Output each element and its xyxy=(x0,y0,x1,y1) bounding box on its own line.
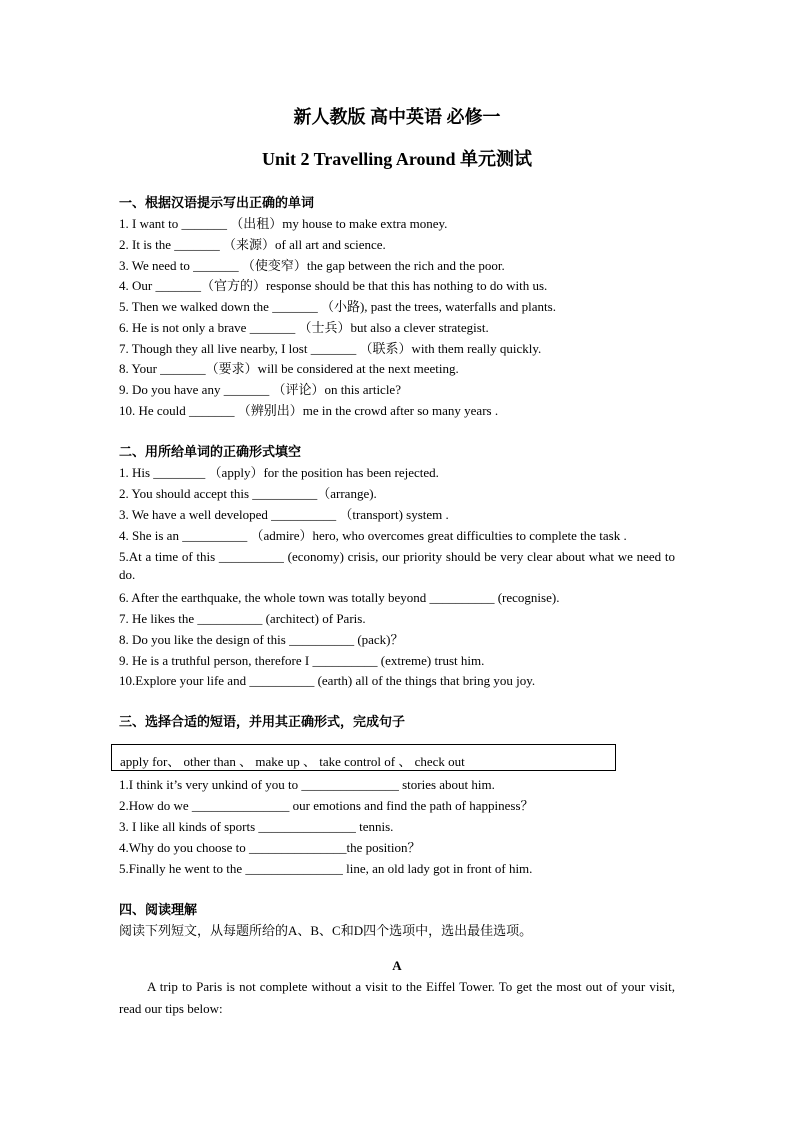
section1-item-4: 4. Our _______（官方的）response should be that this has nothing to do with us. xyxy=(119,278,548,293)
section3-item-2: 2.How do we _______________ our emotions and find the path of happiness？ xyxy=(119,798,534,813)
document-title: 新人教版 高中英语 必修一 xyxy=(293,107,501,127)
section1-item-5: 5. Then we walked down the _______ （小路), past the trees, waterfalls and plants. xyxy=(119,299,556,314)
section4-heading: 四、阅读理解 xyxy=(119,902,198,917)
section1-item-1: 1. I want to _______ （出租）my house to make extra money. xyxy=(119,216,448,231)
unit-title: Unit 2 Travelling Around 单元测试 xyxy=(261,149,533,169)
section1-item-9: 9. Do you have any _______ （评论）on this article? xyxy=(119,382,401,397)
section2-item-6: 6. After the earthquake, the whole town was totally beyond __________ (recognise). xyxy=(119,590,560,605)
section1-item-3: 3. We need to _______ （使变窄）the gap between the rich and the poor. xyxy=(119,258,505,273)
section3-item-1: 1.I think it’s very unkind of you to _______________ stories about him. xyxy=(119,777,495,792)
section2-item-8: 8. Do you like the design of this __________ (pack)？ xyxy=(119,632,404,647)
section2-item-5: 5.At a time of this __________ (economy) crisis, our priority should be very clear about what we need to do. xyxy=(119,549,675,582)
section2-item-3: 3. We have a well developed __________ （transport) system . xyxy=(119,507,449,522)
section3-item-3: 3. I like all kinds of sports _______________ tennis. xyxy=(119,819,394,834)
section1-heading: 一、根据汉语提示写出正确的单词 xyxy=(119,195,315,210)
section1-item-7: 7. Though they all live nearby, I lost _______ （联系）with them really quickly. xyxy=(119,341,542,356)
section3-item-4: 4.Why do you choose to _______________the position？ xyxy=(119,840,421,855)
section1-item-2: 2. It is the _______ （来源）of all art and science. xyxy=(119,237,386,252)
section2-item-10: 10.Explore your life and __________ (earth) all of the things that bring you joy. xyxy=(119,673,536,688)
phrase-box: apply for、 other than 、 make up 、 take control of 、 check out xyxy=(111,744,616,771)
passage-label: A xyxy=(392,958,402,973)
section2-item-7: 7. He likes the __________ (architect) of Paris. xyxy=(119,611,366,626)
section4-instruction: 阅读下列短文，从每题所给的A、B、C和D四个选项中，选出最佳选项。 xyxy=(119,923,533,938)
section1-item-6: 6. He is not only a brave _______ （士兵）but also a clever strategist. xyxy=(119,320,489,335)
section2-item-1: 1. His ________ （apply）for the position has been rejected. xyxy=(119,465,439,480)
section2-heading: 二、用所给单词的正确形式填空 xyxy=(119,444,302,459)
section2-item-2: 2. You should accept this __________（arrange). xyxy=(119,486,377,501)
section3-item-5: 5.Finally he went to the _______________ line, an old lady got in front of him. xyxy=(119,861,533,876)
section1-item-10: 10. He could _______ （辨别出）me in the crowd after so many years . xyxy=(119,403,499,418)
passage-paragraph: A trip to Paris is not complete without a visit to the Eiffel Tower. To get the most out of your visit, read our tips below: xyxy=(119,979,675,1016)
section2-item-4: 4. She is an __________ （admire）hero, who overcomes great difficulties to complete the task . xyxy=(119,528,627,543)
section2-item-9: 9. He is a truthful person, therefore I __________ (extreme) trust him. xyxy=(119,653,485,668)
section1-item-8: 8. Your _______（要求）will be considered at the next meeting. xyxy=(119,361,459,376)
section3-heading: 三、选择合适的短语，并用其正确形式，完成句子 xyxy=(119,714,406,729)
